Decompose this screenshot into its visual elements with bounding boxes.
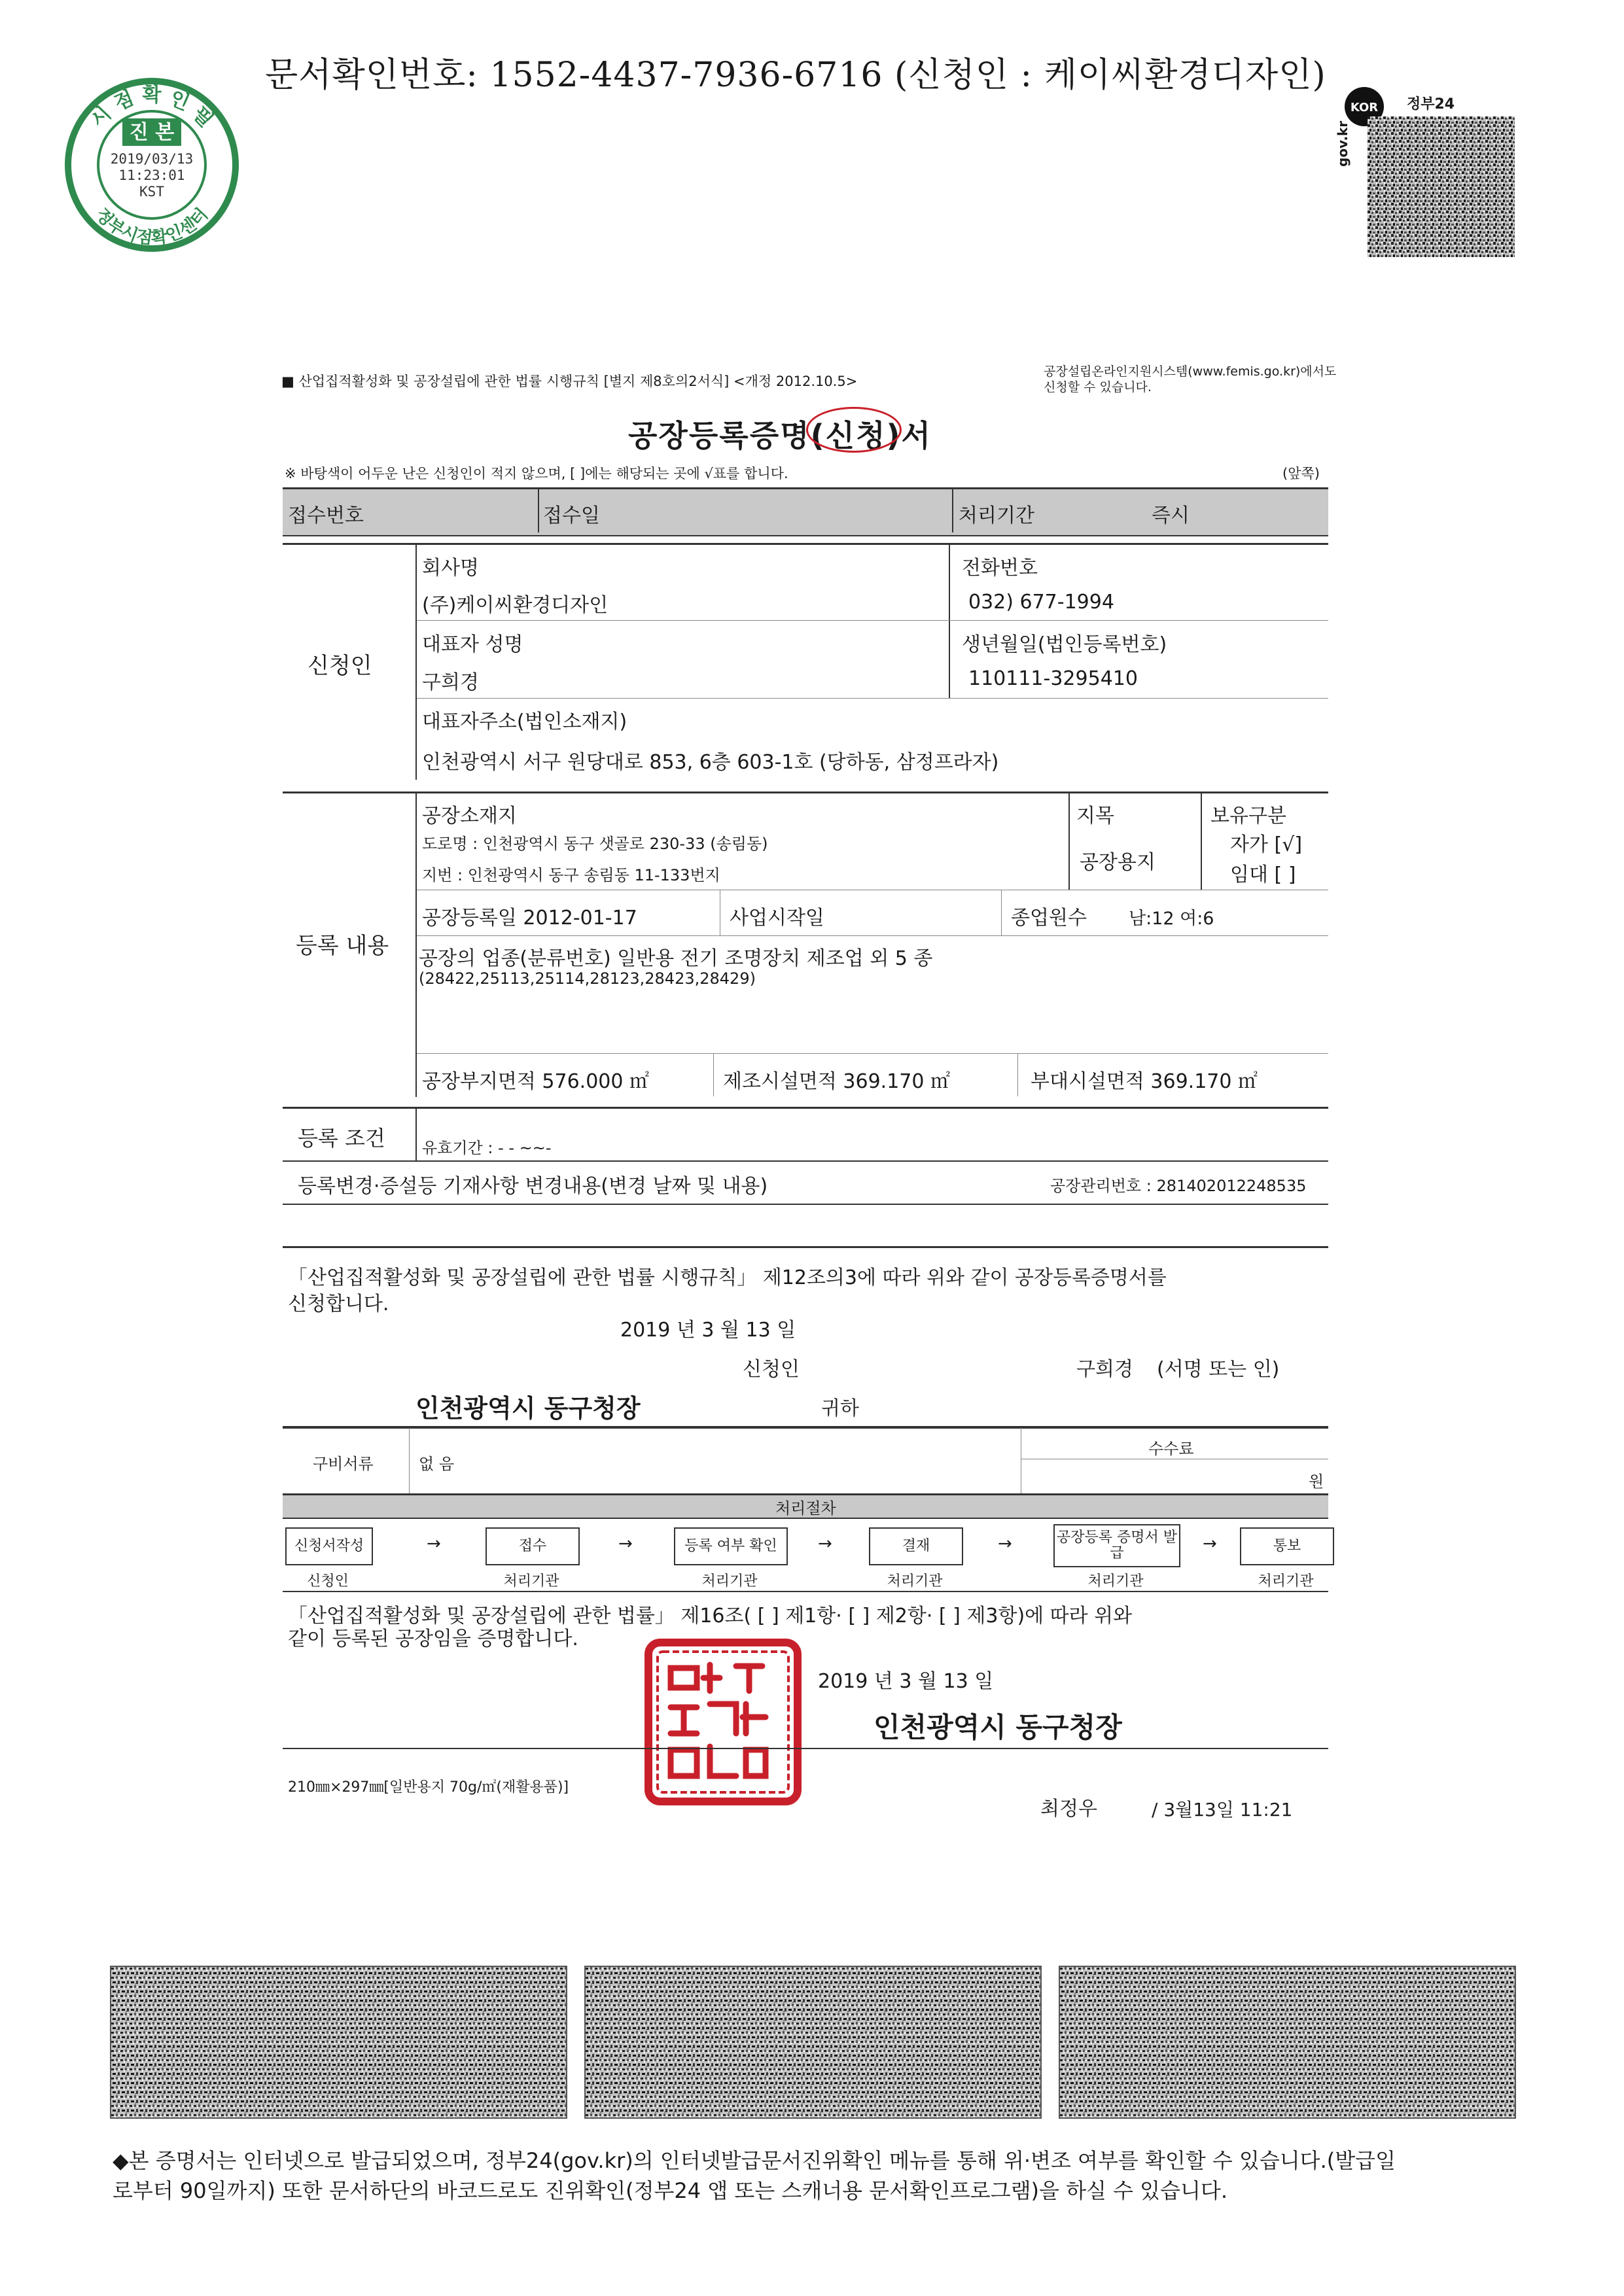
seal-bottom-text: 정부시점확인센터 — [91, 204, 213, 249]
title-circle-mark — [806, 407, 902, 453]
process-arrow: → — [818, 1534, 832, 1554]
security-barcode-1 — [110, 1966, 567, 2119]
auxiliary-area: 부대시설면적 369.170 ㎡ — [1031, 1070, 1258, 1093]
security-barcode-2 — [584, 1966, 1042, 2119]
attached-docs-value: 없 음 — [419, 1455, 454, 1473]
govkr-label: gov.kr — [1335, 120, 1350, 167]
validity-period: 유효기간 : - - ~~- — [422, 1139, 552, 1157]
process-arrow: → — [1203, 1534, 1217, 1554]
business-start-label: 사업시작일 — [730, 907, 824, 930]
address-label: 대표자주소(법인소재지) — [422, 710, 627, 733]
official-red-stamp — [644, 1639, 802, 1805]
fee-unit: 원 — [1309, 1472, 1324, 1491]
employees-value: 남:12 여:6 — [1129, 909, 1214, 929]
form-title: 공장등록증명(신청)서 — [628, 418, 932, 453]
processing-period-label: 처리기간 — [959, 504, 1034, 527]
application-text-2: 신청합니다. — [288, 1293, 389, 1315]
process-step-2: 접수 — [485, 1527, 580, 1565]
seal-center-text: 진 본 — [129, 121, 175, 144]
process-arrow: → — [618, 1534, 633, 1554]
condition-label: 등록 조건 — [298, 1126, 385, 1151]
ownership-owned: 자가 [√] — [1230, 833, 1303, 856]
process-actor-4: 처리기관 — [887, 1573, 943, 1590]
certify-issuer: 인천광역시 동구청장 — [874, 1711, 1122, 1743]
fee-label: 수수료 — [1148, 1440, 1194, 1458]
process-step-1: 신청서작성 — [285, 1527, 373, 1565]
process-actor-6: 처리기관 — [1258, 1573, 1314, 1590]
applicant-name: 구희경 — [1076, 1358, 1133, 1381]
ownership-label: 보유구분 — [1210, 805, 1286, 827]
certify-text-2: 같이 등록된 공장임을 증명합니다. — [288, 1627, 578, 1650]
addressee: 인천광역시 동구청장 — [415, 1394, 641, 1423]
phone-value: 032) 677-1994 — [968, 591, 1114, 614]
ownership-leased: 임대 [ ] — [1230, 863, 1296, 886]
process-step-5: 공장등록 증명서 발급 — [1053, 1524, 1180, 1567]
certify-text-1: 「산업집적활성화 및 공장설립에 관한 법률」 제16조( [ ] 제1항· [ ] 제2항· [ ] 제3항)에 따라 위와 — [288, 1605, 1133, 1627]
process-arrow: → — [998, 1534, 1012, 1554]
footer-notice-line-2: 로부터 90일까지) 또한 문서하단의 바코드로도 진위확인(정부24 앱 또는 스캐너용 문서확인프로그램)을 하실 수 있습니다. — [113, 2178, 1227, 2204]
security-barcode-3 — [1059, 1966, 1516, 2119]
registration-date: 공장등록일 2012-01-17 — [422, 907, 637, 930]
process-actor-3: 처리기관 — [701, 1573, 758, 1590]
process-actor-2: 처리기관 — [503, 1573, 559, 1590]
site-area: 공장부지면적 576.000 ㎡ — [422, 1070, 650, 1093]
seal-time: 11:23:01 — [118, 167, 185, 183]
registration-section-label: 등록 내용 — [296, 933, 389, 959]
applicant-section-label: 신청인 — [308, 653, 372, 679]
process-title: 처리절차 — [775, 1499, 836, 1518]
form-instruction: ※ 바탕색이 어두운 난은 신청인이 적지 않으며, [ ]에는 해당되는 곳에 √표를 합니다. — [285, 466, 788, 481]
addressee-suffix: 귀하 — [821, 1397, 859, 1420]
address-value: 인천광역시 서구 원당대로 853, 6층 603-1호 (당하동, 삼정프라자) — [422, 751, 999, 774]
change-details-label: 등록변경·증설등 기재사항 변경내용(변경 날짜 및 내용) — [298, 1175, 768, 1198]
application-text-1: 「산업집적활성화 및 공장설립에 관한 법률 시행규칙」 제12조의3에 따라 위와 같이 공장등록증명서를 — [288, 1266, 1167, 1289]
phone-label: 전화번호 — [962, 557, 1038, 580]
certify-date: 2019 년 3 월 13 일 — [818, 1670, 994, 1693]
application-date: 2019 년 3 월 13 일 — [620, 1319, 796, 1342]
process-actor-1: 신청인 — [307, 1573, 349, 1590]
handled-time: / 3월13일 11:21 — [1152, 1799, 1293, 1820]
process-step-4: 결재 — [869, 1527, 963, 1565]
qr-code — [1368, 116, 1515, 257]
representative-value: 구희경 — [422, 671, 479, 694]
kor-label: KOR — [1350, 101, 1379, 114]
road-address: 도로명 : 인천광역시 동구 샛골로 230-33 (송림동) — [422, 835, 768, 853]
employees-label: 종업원수 — [1011, 907, 1087, 930]
receipt-number-label: 접수번호 — [288, 504, 364, 527]
factory-management-number: 공장관리번호 : 281402012248535 — [1050, 1177, 1307, 1195]
process-step-3: 등록 여부 확인 — [674, 1527, 788, 1565]
seal-timezone: KST — [139, 184, 164, 200]
process-step-6: 통보 — [1240, 1527, 1334, 1565]
land-category-label: 지목 — [1076, 805, 1114, 827]
processing-period-value: 즉시 — [1152, 504, 1190, 527]
online-note: 공장설립온라인지원시스템(www.femis.go.kr)에서도 신청할 수 있습니다. — [1044, 364, 1337, 394]
birth-value: 110111-3295410 — [968, 667, 1138, 690]
seal-top-text: 시 점 확 인 필 — [86, 84, 218, 132]
seal-date: 2019/03/13 — [110, 151, 194, 167]
land-category-value: 공장용지 — [1080, 851, 1156, 874]
receipt-date-label: 접수일 — [543, 504, 600, 527]
paper-spec: 210㎜×297㎜[일반용지 70g/㎡(재활용품)] — [288, 1779, 569, 1796]
industry-codes: (28422,25113,25114,28123,28423,28429) — [419, 969, 756, 988]
signature-note: (서명 또는 인) — [1157, 1358, 1280, 1381]
industry-description: 공장의 업종(분류번호) 일반용 전기 조명장치 제조업 외 5 종 — [419, 947, 933, 970]
handler-name: 최정우 — [1040, 1798, 1097, 1820]
lot-address: 지번 : 인천광역시 동구 송림동 11-133번지 — [422, 866, 720, 884]
process-arrow: → — [427, 1534, 441, 1554]
manufacturing-area: 제조시설면적 369.170 ㎡ — [723, 1070, 951, 1093]
process-actor-5: 처리기관 — [1087, 1573, 1144, 1590]
representative-label: 대표자 성명 — [422, 633, 523, 656]
footer-notice-line-1: ◆본 증명서는 인터넷으로 발급되었으며, 정부24(gov.kr)의 인터넷발급문서진위확인 메뉴를 통해 위·변조 여부를 확인할 수 있습니다.(발급일 — [113, 2148, 1396, 2173]
footer-notice — [113, 2146, 1519, 2206]
gov24-label: 정부24 — [1407, 96, 1455, 113]
svg-text:정부시점확인센터 — [92, 204, 212, 249]
front-page-label: (앞쪽) — [1282, 466, 1320, 481]
company-label: 회사명 — [422, 557, 479, 580]
law-reference: ■ 산업집적활성화 및 공장설립에 관한 법률 시행규칙 [별지 제8호의2서식] <개정 2012.10.5> — [281, 374, 858, 389]
birth-label: 생년월일(법인등록번호) — [962, 633, 1167, 656]
verification-seal — [62, 75, 242, 255]
factory-location-label: 공장소재지 — [422, 805, 517, 827]
company-value: (주)케이씨환경디자인 — [422, 594, 609, 617]
document-number-line: 문서확인번호: 1552-4437-7936-6716 (신청인 : 케이씨환경디자인) — [265, 56, 1326, 95]
applicant-word: 신청인 — [743, 1358, 800, 1381]
attached-docs-label: 구비서류 — [313, 1455, 374, 1473]
